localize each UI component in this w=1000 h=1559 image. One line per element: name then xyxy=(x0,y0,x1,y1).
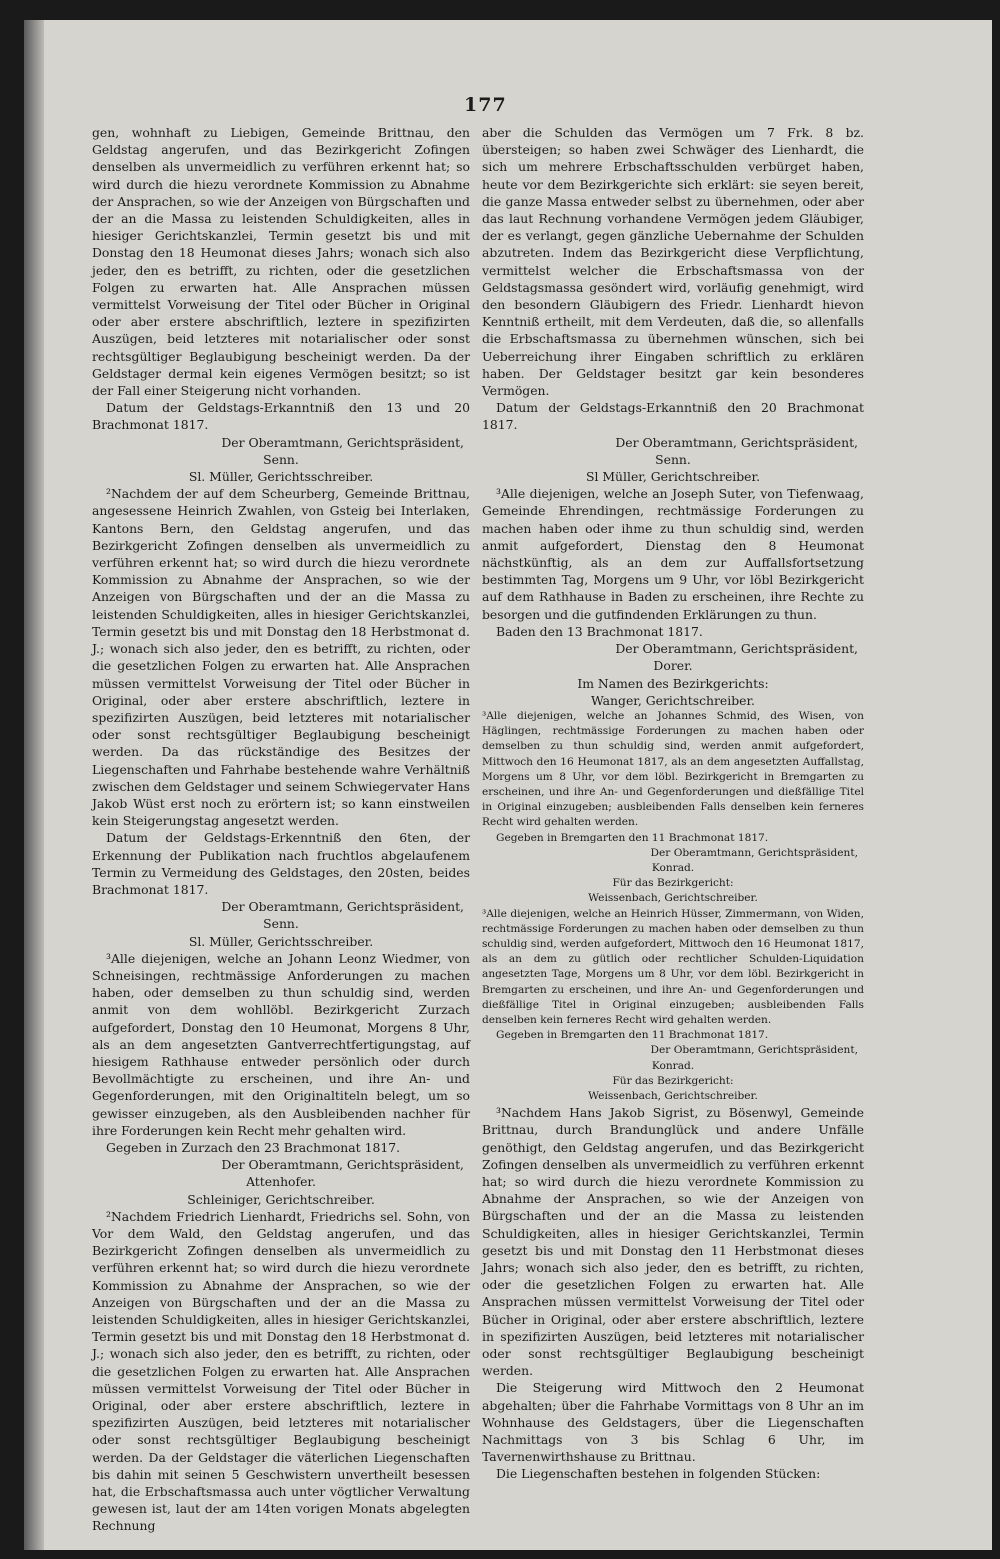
left-column xyxy=(92,124,470,1535)
signature-line: Schleiniger, Gerichtschreiber. xyxy=(187,1191,375,1207)
paragraph: ³Alle diejenigen, welche an Johann Leonz Wiedmer, von Schneisingen, rechtmässige Anforderungen zu machen haben, oder demselben zu thun schuldig sind, werden anmit von dem wohllöbl. Bezirkgericht Zurzach aufgefordert, Donstag den 10 Heumonat, Morgens 8 Uhr, als an dem angesetzten Gantverrechtfertigungstag, auf hiesigem Rathhause entweder persönlich oder durch Bevollmächtigte zu erscheinen, und ihre An- und Gegenforderungen, mit den Originaltiteln belegt, um so gewisser einzugeben, als den Ausbleibenden nachher für ihre Forderungen kein Recht mehr gehalten wird. xyxy=(92,950,470,1138)
paragraph: Datum der Geldstags-Erkenntniß den 6ten, der Erkennung der Publikation nach fruchtlos abgelaufenem Termin zu Vermeidung des Geldstages, den 20sten, beides Brachmonat 1817. xyxy=(92,830,470,897)
paragraph: Die Steigerung wird Mittwoch den 2 Heumonat abgehalten; über die Fahrhabe Vormittags von 8 Uhr an im Wohnhause des Geldstagers, über die Liegenschaften Nachmittags von 3 bis Schlag 6 Uhr, im Tavernenwirthshause zu Brittnau. xyxy=(482,1380,864,1465)
signature-line: Sl Müller, Gerichtschreiber. xyxy=(585,469,761,485)
paragraph: aber die Schulden das Vermögen um 7 Frk. 8 bz. übersteigen; so haben zwei Schwäger des Lienhardt, die sich um mehrere Erbschaftsschulden verbürget haben, heute vor dem Bezirkgerichte sich erklärt: sie seyen bereit, die ganze Massa entweder selbst zu übernehmen, oder aber das laut Rechnung vorhandene Vermögen jedem Gläubiger, der es verlangt, gegen gänzliche Uebernahme der Schulden abzutreten. Indem das Bezirkgericht diese Verpflichtung, vermittelst welcher die Erbschaftsmassa von der Geldstagsmassa gesöndert wird, vorläufig genehmigt, wird den besondern Gläubigern des Friedr. Lienhardt hievon Kenntniß ertheilt, mit dem Verdeuten, daß die, so allenfalls die Erbschaftsmassa zu übernehmen wünschen, sich bei Ueberreichung ihrer Eingaben schriftlich zu erklären haben. Der Geldstager besitzt gar kein besonderes Vermögen. xyxy=(482,125,864,399)
signature-line: Senn. xyxy=(263,916,299,932)
paragraph: ³Alle diejenigen, welche an Heinrich Hüsser, Zimmermann, von Widen, rechtmässige Forderungen zu machen haben oder demselben zu thun schuldig sind, werden aufgefordert, Mittwoch den 16 Heumonat 1817, als an dem zu gütlich oder rechtlicher Schulden-Liquidation angesetzten Tage, Morgens um 8 Uhr, vor dem löbl. Bezirkgericht in Bremgarten zu erscheinen, und ihre An- und Gegenforderungen und dießfällige Titel in Original einzugeben; ausbleibenden Falls denselben kein ferneres Recht wird gehalten werden. xyxy=(482,907,864,1026)
paragraph: Gegeben in Bremgarten den 11 Brachmonat 1817. xyxy=(496,1029,769,1042)
signature-line: Sl. Müller, Gerichtsschreiber. xyxy=(188,933,374,949)
paragraph: ³Nachdem Hans Jakob Sigrist, zu Bösenwyl, Gemeinde Brittnau, durch Brandunglück und andere Unfälle genöthigt, den Geldstag angerufen, und das Bezirkgericht Zofingen denselben als unvermeidlich zu verführen erkennt hat; so wird durch die hiezu verordnete Kommission zu Abnahme der Ansprachen, so wie der Anzeigen von Bürgschaften und der an die Massa zu leistenden Schuldigkeiten, alles in hiesiger Gerichtskanzlei, Termin gesetzt bis und mit Donstag den 11 Herbstmonat dieses Jahrs; wonach sich also jeder, den es betrifft, zu richten, oder die gesetzlichen Folgen zu erwarten hat. Alle Ansprachen müssen vermittelst Vorweisung der Titel oder Bücher in Original, oder aber erstere abschriftlich, leztere in spezifizirten Auszügen, beid letzteres mit notarialischer oder sonst rechtsgültiger Beglaubigung bescheinigt werden. xyxy=(482,1105,864,1379)
signature-line: Für das Bezirkgericht: xyxy=(612,1074,734,1087)
signature-line: Sl. Müller, Gerichtsschreiber. xyxy=(188,469,374,485)
signature-line: Senn. xyxy=(263,451,299,467)
page-number: 177 xyxy=(464,94,507,116)
signature-line: Weissenbach, Gerichtschreiber. xyxy=(588,1089,758,1102)
paragraph: Gegeben in Bremgarten den 11 Brachmonat 1817. xyxy=(496,831,769,844)
paragraph: Datum der Geldstags-Erkanntniß den 20 Brachmonat 1817. xyxy=(482,400,864,433)
signature-line: Der Oberamtmann, Gerichtspräsident, xyxy=(221,1157,464,1173)
signature-line: Attenhofer. xyxy=(246,1174,316,1190)
signature-line: Der Oberamtmann, Gerichtspräsident, xyxy=(615,434,858,450)
paragraph: ²Nachdem Friedrich Lienhardt, Friedrichs sel. Sohn, von Vor dem Wald, den Geldstag angerufen, und das Bezirkgericht Zofingen denselben als unvermeidlich zu verführen erkennt hat; so wird durch die hiezu verordnete Kommission zu Abnahme der Ansprachen, so wie der Anzeigen von Bürgschaften und der an die Massa zu leistenden Schuldigkeiten, alles in hiesiger Gerichtskanzlei, Termin gesetzt bis und mit Donstag den 18 Herbstmonat d. J.; wonach sich also jeder, den es betrifft, zu richten, oder die gesetzlichen Folgen zu erwarten hat. Alle Ansprachen müssen vermittelst Vorweisung der Titel oder Bücher in Original, oder aber erstere abschriftlich, leztere in spezifizirten Auszügen, beid letzteres mit notarialischer oder sonst rechtsgültiger Beglaubigung bescheinigt werden. Da der Geldstager die väterlichen Liegenschaften bis dahin mit seinen 5 Geschwistern unvertheilt besessen hat, die Erbschaftsmassa auch unter vögtlicher Verwaltung gewesen ist, laut der am 14ten vorigen Monats abgelegten Rechnung xyxy=(92,1208,470,1534)
signature-line: Der Oberamtmann, Gerichtspräsident, xyxy=(221,434,464,450)
paragraph: ²Nachdem der auf dem Scheurberg, Gemeinde Brittnau, angesessene Heinrich Zwahlen, von Gsteig bei Interlaken, Kantons Bern, den Geldstag angerufen, und das Bezirkgericht Zofingen denselben als unvermeidlich zu verführen erkennt hat; so wird durch die hiezu verordnete Kommission zu Abnahme der Ansprachen, so wie der Anzeigen von Bürgschaften und der an die Massa zu leistenden Schuldigkeiten, alles in hiesiger Gerichtskanzlei, Termin gesetzt bis und mit Donstag den 18 Herbstmonat d. J.; wonach sich also jeder, den es betrifft, zu richten, oder die gesetzlichen Folgen zu erwarten hat. Alle Ansprachen müssen vermittelst Vorweisung der Titel oder Bücher in Original, oder aber erstere abschriftlich, leztere in spezifizirten Auszügen, beid letzteres mit notarialischer oder sonst rechtsgültiger Beglaubigung bescheinigt werden. Da das rückständige des Besitzes der Liegenschaften und Fahrhabe bestehende wahre Verhältniß zwischen dem Geldstager und seinem Schwiegervater Hans Jakob Wüst erst noch zu erörtern ist; so kann einstweilen kein Steigerungstag angesetzt werden. xyxy=(92,486,470,829)
signature-line: Der Oberamtmann, Gerichtspräsident, xyxy=(221,899,464,915)
signature-line: Der Oberamtmann, Gerichtspräsident, xyxy=(615,641,858,657)
paragraph: Gegeben in Zurzach den 23 Brachmonat 1817. xyxy=(106,1139,401,1155)
signature-line: Konrad. xyxy=(651,1059,695,1072)
signature-line: Senn. xyxy=(655,451,691,467)
paragraph: gen, wohnhaft zu Liebigen, Gemeinde Brittnau, den Geldstag angerufen, und das Bezirkgericht Zofingen denselben als unvermeidlich zu verführen erkennt hat; so wird durch die hiezu verordnete Kommission zu Abnahme der Ansprachen, so wie der Anzeigen von Bürgschaften und der an die Massa zu leistenden Schuldigkeiten, alles in hiesiger Gerichtskanzlei, Termin gesetzt bis und mit Donstag den 18 Heumonat dieses Jahrs; wonach sich also jeder, den es betrifft, zu richten, oder die gesetzlichen Folgen zu erwarten hat. Alle Ansprachen müssen vermittelst Vorweisung der Titel oder Bücher in Original oder aber erstere abschriftlich, leztere in spezifizirten Auszügen, beid letzteres mit notarialischer oder sonst rechtsgültiger Beglaubigung bescheinigt werden. Da der Geldstager dermal kein eigenes Vermögen besitzt; so ist der Fall einer Steigerung nicht vorhanden. xyxy=(92,125,470,399)
paragraph: Baden den 13 Brachmonat 1817. xyxy=(496,623,703,639)
signature-line: Weissenbach, Gerichtschreiber. xyxy=(588,892,758,905)
signature-line: Dorer. xyxy=(653,658,693,674)
paragraph: Die Liegenschaften bestehen in folgenden Stücken: xyxy=(496,1466,821,1482)
page-binding-shadow xyxy=(24,20,44,1550)
signature-line: Der Oberamtmann, Gerichtspräsident, xyxy=(650,1044,858,1057)
paragraph: ³Alle diejenigen, welche an Johannes Schmid, des Wisen, von Häglingen, rechtmässige Forderungen zu machen haben oder demselben zu thun schuldig sind, werden anmit aufgefordert, Mittwoch den 16 Heumonat 1817, als an dem angesetzten Auffallstag, Morgens um 8 Uhr, vor dem löbl. Bezirkgericht in Bremgarten zu erscheinen, und ihre An- und Gegenforderungen und dießfällige Titel in Original einzugeben; ausbleibenden Falls denselben kein ferneres Recht wird gehalten werden. xyxy=(482,709,864,829)
paragraph: Datum der Geldstags-Erkanntniß den 13 und 20 Brachmonat 1817. xyxy=(92,400,470,433)
signature-line: Wanger, Gerichtschreiber. xyxy=(590,692,755,708)
signature-line: Der Oberamtmann, Gerichtspräsident, xyxy=(650,846,858,859)
paragraph: ³Alle diejenigen, welche an Joseph Suter, von Tiefenwaag, Gemeinde Ehrendingen, rechtmässige Forderungen zu machen haben oder ihme zu thun schuldig sind, werden anmit aufgefordert, Dienstag den 8 Heumonat nächstkünftig, als an dem zur Auffallsfortsetzung bestimmten Tag, Morgens um 9 Uhr, vor löbl Bezirkgericht auf dem Rathhause in Baden zu erscheinen, ihre Rechte zu besorgen und die gutfindenden Erklärungen zu thun. xyxy=(482,486,864,622)
signature-line: Im Namen des Bezirkgerichts: xyxy=(577,675,769,691)
signature-line: Für das Bezirkgericht: xyxy=(612,877,734,890)
signature-line: Konrad. xyxy=(651,861,695,874)
newspaper-page xyxy=(24,20,992,1550)
right-column xyxy=(482,124,864,1483)
